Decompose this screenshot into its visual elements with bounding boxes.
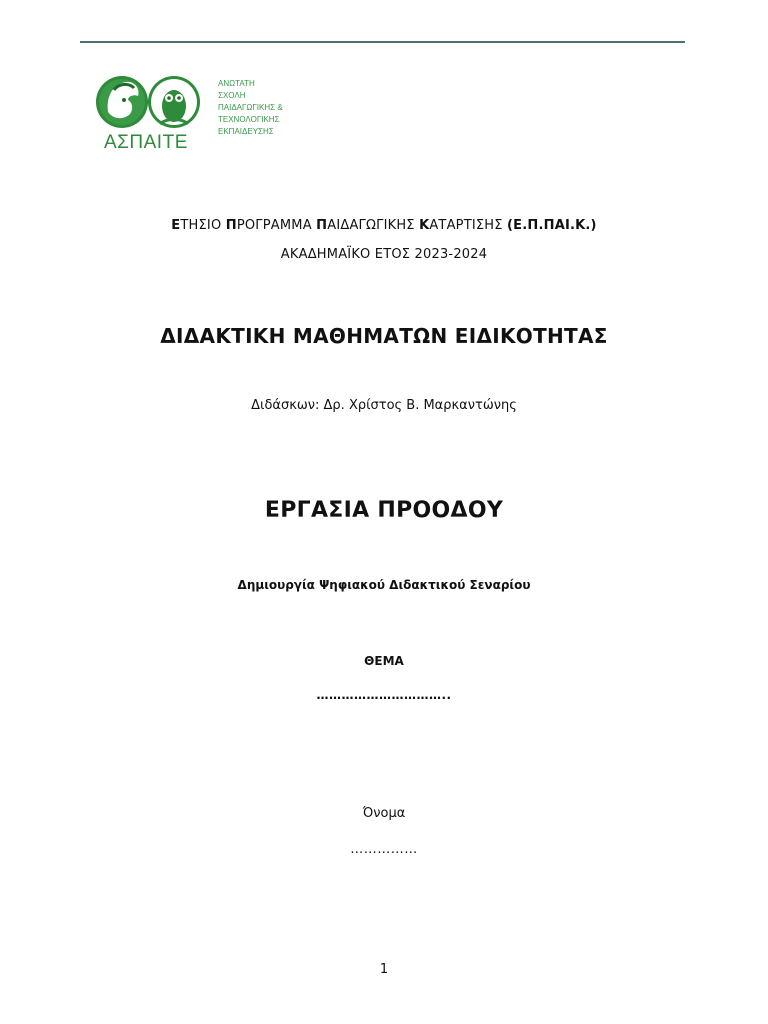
- logo-emblem-icon: [94, 66, 206, 136]
- word-rest: ΑΤΑΡΤΙΣΗΣ: [429, 218, 508, 233]
- work-subtitle: Δημιουργία Ψηφιακού Διδακτικού Σεναρίου: [237, 578, 531, 592]
- topic-label: ΘΕΜΑ: [364, 654, 404, 668]
- header-rule: [80, 41, 685, 43]
- logo-wordmark: ΑΣΠΑΙΤΕ: [104, 132, 188, 153]
- word-rest: ΤΗΣΙΟ: [180, 218, 226, 233]
- aspaite-logo: [94, 66, 294, 158]
- programme-abbreviation: (Ε.Π.ΠΑΙ.Κ.): [507, 218, 597, 233]
- logo-line: ΣΧΟΛΗ: [218, 91, 246, 100]
- name-placeholder: ……………: [350, 842, 418, 857]
- word-rest: ΑΙΔΑΓΩΓΙΚΗΣ: [327, 218, 420, 233]
- logo-line: ΑΝΩΤΑΤΗ: [218, 79, 255, 88]
- work-title: ΕΡΓΑΣΙΑ ΠΡΟΟΔΟΥ: [264, 498, 504, 523]
- initial-letter: Κ: [419, 218, 430, 233]
- page-number: 1: [379, 962, 389, 977]
- teacher-name: Διδάσκων: Δρ. Χρίστος Β. Μαρκαντώνης: [251, 398, 517, 413]
- academic-year: ΑΚΑΔΗΜΑΪΚΟ ΕΤΟΣ 2023-2024: [280, 247, 488, 262]
- initial-letter: Π: [225, 218, 237, 233]
- initial-letter: Π: [316, 218, 328, 233]
- course-title: ΔΙΔΑΚΤΙΚΗ ΜΑΘΗΜΑΤΩΝ ΕΙΔΙΚΟΤΗΤΑΣ: [160, 324, 608, 348]
- topic-placeholder: …………………………..: [316, 688, 452, 702]
- programme-title: [0, 218, 768, 233]
- word-rest: ΡΟΓΡΑΜΜΑ: [236, 218, 317, 233]
- name-label: Όνομα: [362, 806, 406, 821]
- logo-line: ΠΑΙΔΑΓΩΓΙΚΗΣ &: [218, 103, 283, 112]
- logo-school-name: [218, 78, 298, 138]
- initial-letter: Ε: [171, 218, 181, 233]
- logo-line: ΤΕΧΝΟΛΟΓΙΚΗΣ: [218, 115, 280, 124]
- logo-line: ΕΚΠΑΙΔΕΥΣΗΣ: [218, 127, 274, 136]
